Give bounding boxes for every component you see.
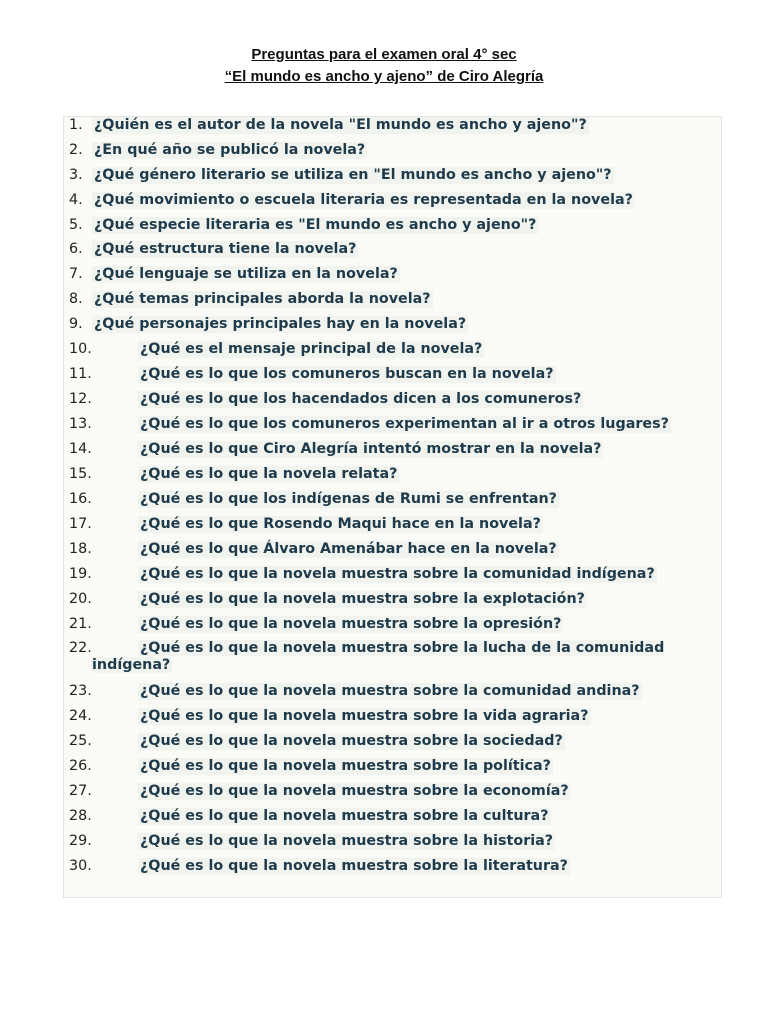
question-text: ¿Qué es lo que la novela muestra sobre la historia? — [140, 833, 554, 849]
question-text: ¿Qué lenguaje se utiliza en la novela? — [94, 266, 398, 282]
question-item — [64, 833, 720, 850]
question-item — [64, 142, 720, 159]
question-item — [64, 366, 720, 383]
question-item — [64, 541, 720, 558]
question-text: ¿Qué es el mensaje principal de la novela? — [140, 341, 483, 357]
question-text: ¿Qué es lo que la novela muestra sobre la opresión? — [140, 616, 562, 632]
question-text: ¿Qué estructura tiene la novela? — [94, 241, 357, 257]
question-number: 24. — [69, 708, 92, 724]
document-title-line1: Preguntas para el examen oral 4° sec — [251, 46, 517, 63]
question-number: 16. — [69, 491, 92, 507]
question-item — [64, 640, 720, 674]
question-item — [64, 192, 720, 209]
question-text: ¿Qué es lo que la novela relata? — [140, 466, 398, 482]
question-item — [64, 566, 720, 583]
question-item — [64, 441, 720, 458]
question-number: 11. — [69, 366, 92, 382]
question-text: ¿Qué es lo que Álvaro Amenábar hace en la novela? — [140, 541, 557, 557]
question-number: 7. — [69, 266, 83, 282]
question-item — [64, 758, 720, 775]
question-item — [64, 167, 720, 184]
question-number: 6. — [69, 241, 83, 257]
question-text: ¿Qué género literario se utiliza en "El mundo es ancho y ajeno"? — [94, 167, 612, 183]
question-number: 5. — [69, 217, 83, 233]
question-text: ¿Qué personajes principales hay en la novela? — [94, 316, 467, 332]
question-text: ¿Qué especie literaria es "El mundo es ancho y ajeno"? — [94, 217, 537, 233]
question-number: 3. — [69, 167, 83, 183]
question-text: ¿Qué movimiento o escuela literaria es representada en la novela? — [94, 192, 633, 208]
question-number: 29. — [69, 833, 92, 849]
document-header — [0, 44, 768, 88]
question-number: 22. — [69, 640, 92, 656]
question-item — [64, 708, 720, 725]
question-number: 23. — [69, 683, 92, 699]
question-number: 9. — [69, 316, 83, 332]
question-item — [64, 117, 720, 134]
question-number: 4. — [69, 192, 83, 208]
question-text: ¿Qué es lo que la novela muestra sobre la comunidad indígena? — [140, 566, 655, 582]
question-item — [64, 491, 720, 508]
question-item — [64, 341, 720, 358]
question-number: 12. — [69, 391, 92, 407]
question-number: 8. — [69, 291, 83, 307]
question-number: 10. — [69, 341, 92, 357]
question-text: ¿Qué es lo que la novela muestra sobre la comunidad andina? — [140, 683, 640, 699]
question-text: ¿Qué es lo que Ciro Alegría intentó mostrar en la novela? — [140, 441, 602, 457]
question-number: 27. — [69, 783, 92, 799]
question-text: ¿Qué es lo que Rosendo Maqui hace en la novela? — [140, 516, 541, 532]
question-number: 30. — [69, 858, 92, 874]
question-text: ¿Qué es lo que la novela muestra sobre la economía? — [140, 783, 569, 799]
document-title-line2: “El mundo es ancho y ajeno” de Ciro Alegría — [224, 68, 544, 85]
question-text: ¿Qué es lo que la novela muestra sobre la literatura? — [140, 858, 568, 874]
question-number: 20. — [69, 591, 92, 607]
question-text: ¿Qué es lo que los hacendados dicen a los comuneros? — [140, 391, 582, 407]
question-text: ¿Quién es el autor de la novela "El mundo es ancho y ajeno"? — [94, 117, 587, 133]
question-item — [64, 241, 720, 258]
question-text: ¿Qué es lo que la novela muestra sobre la explotación? — [140, 591, 585, 607]
question-text: ¿Qué es lo que los comuneros buscan en la novela? — [140, 366, 554, 382]
question-number: 18. — [69, 541, 92, 557]
question-item — [64, 291, 720, 308]
question-number: 28. — [69, 808, 92, 824]
question-text: ¿Qué es lo que la novela muestra sobre la política? — [140, 758, 551, 774]
questions-box — [63, 116, 722, 898]
question-text: ¿Qué es lo que los indígenas de Rumi se enfrentan? — [140, 491, 557, 507]
question-item — [64, 858, 720, 875]
question-item — [64, 591, 720, 608]
question-number: 21. — [69, 616, 92, 632]
question-text: ¿Qué es lo que los comuneros experimentan al ir a otros lugares? — [140, 416, 669, 432]
question-number: 15. — [69, 466, 92, 482]
question-item — [64, 416, 720, 433]
question-number: 19. — [69, 566, 92, 582]
question-item — [64, 683, 720, 700]
question-item — [64, 391, 720, 408]
question-number: 13. — [69, 416, 92, 432]
question-text: ¿Qué es lo que la novela muestra sobre la sociedad? — [140, 733, 563, 749]
question-item — [64, 733, 720, 750]
question-item — [64, 266, 720, 283]
question-text: ¿Qué es lo que la novela muestra sobre la cultura? — [140, 808, 549, 824]
question-number: 25. — [69, 733, 92, 749]
question-number: 14. — [69, 441, 92, 457]
question-item — [64, 516, 720, 533]
question-text: ¿En qué año se publicó la novela? — [94, 142, 366, 158]
question-number: 17. — [69, 516, 92, 532]
question-number: 2. — [69, 142, 83, 158]
question-text: ¿Qué es lo que la novela muestra sobre la lucha de la comunidad indígena? — [92, 640, 665, 673]
question-item — [64, 466, 720, 483]
question-number: 26. — [69, 758, 92, 774]
question-item — [64, 808, 720, 825]
question-number: 1. — [69, 117, 83, 133]
question-text: ¿Qué temas principales aborda la novela? — [94, 291, 431, 307]
question-item — [64, 217, 720, 234]
question-item — [64, 616, 720, 633]
question-item — [64, 783, 720, 800]
question-text: ¿Qué es lo que la novela muestra sobre la vida agraria? — [140, 708, 589, 724]
question-item — [64, 316, 720, 333]
